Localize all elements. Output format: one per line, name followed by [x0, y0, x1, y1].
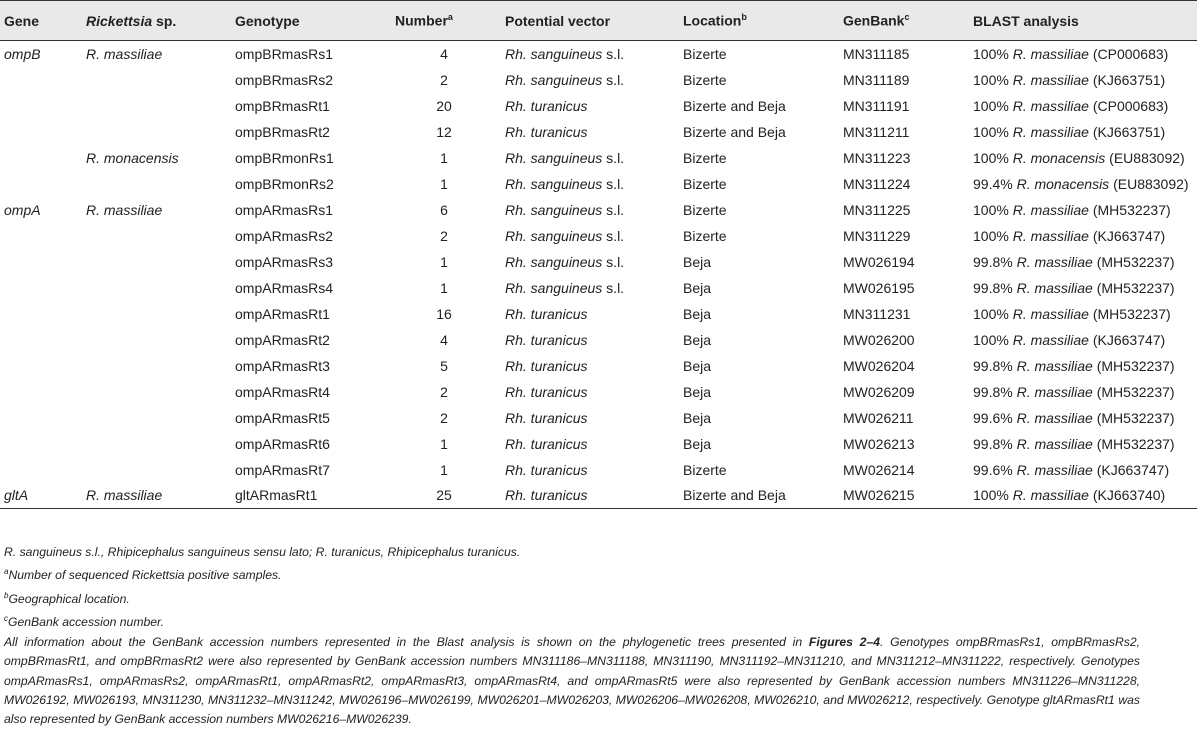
- blast-identity: 100%: [973, 71, 1013, 88]
- cell-location: Beja: [683, 357, 712, 374]
- cell-blast: [967, 353, 1197, 379]
- header-species-suffix: sp.: [152, 12, 177, 29]
- vector-suffix: s.l.: [602, 175, 625, 192]
- cell-species: [80, 431, 229, 457]
- blast-accession: (EU883092): [1105, 149, 1185, 166]
- vector-species: Rh. turanicus: [505, 97, 588, 114]
- blast-accession: (CP000683): [1088, 97, 1169, 114]
- cell-species: [80, 301, 229, 327]
- table-row: [0, 327, 1197, 353]
- cell-location: Bizerte: [683, 71, 727, 88]
- cell-species: [80, 93, 229, 119]
- cell-blast: [967, 249, 1197, 275]
- cell-blast: [967, 327, 1197, 353]
- cell-vector: [499, 379, 677, 405]
- blast-identity: 100%: [973, 331, 1013, 348]
- header-number: [389, 1, 499, 41]
- cell-species: [80, 405, 229, 431]
- cell-genotype: ompARmasRt3: [235, 357, 330, 374]
- vector-species: Rh. turanicus: [505, 123, 588, 140]
- blast-accession: (KJ663740): [1088, 487, 1166, 504]
- cell-genotype: ompARmasRt2: [235, 331, 330, 348]
- vector-suffix: s.l.: [602, 71, 625, 88]
- cell-location: Bizerte: [683, 149, 727, 166]
- cell-genbank: MN311229: [843, 227, 911, 244]
- cell-location: Beja: [683, 305, 712, 322]
- blast-identity: 99.4%: [973, 175, 1017, 192]
- blast-identity: 100%: [973, 45, 1013, 62]
- vector-species: Rh. sanguineus: [505, 45, 603, 62]
- cell-number: 4: [440, 45, 448, 62]
- table-row: [0, 41, 1197, 67]
- cell-vector: [499, 145, 677, 171]
- cell-vector: [499, 67, 677, 93]
- table-row: [0, 171, 1197, 197]
- table-row: [0, 275, 1197, 301]
- cell-vector: [499, 249, 677, 275]
- cell-location: Beja: [683, 409, 712, 426]
- footnote-abbreviations: R. sanguineus s.l., Rhipicephalus sanguineus sensu lato; R. turanicus, Rhipicephalus turanicus.: [4, 545, 521, 559]
- blast-species: R. massiliae: [1016, 253, 1093, 270]
- cell-gene: [0, 223, 80, 249]
- cell-genbank: MW026214: [843, 461, 915, 478]
- cell-vector: [499, 275, 677, 301]
- cell-number: 1: [440, 435, 448, 452]
- blast-species: R. massiliae: [1012, 97, 1089, 114]
- cell-genotype: ompARmasRs1: [235, 201, 334, 218]
- cell-genbank: MN311189: [843, 71, 910, 88]
- footnote-c-marker: c: [4, 614, 8, 624]
- blast-species: R. massiliae: [1012, 331, 1089, 348]
- cell-number: 5: [440, 357, 448, 374]
- vector-species: Rh. turanicus: [505, 357, 588, 374]
- cell-genotype: ompARmasRt1: [235, 305, 330, 322]
- cell-number: 1: [440, 253, 448, 270]
- cell-gene: [0, 145, 80, 171]
- footnote-c-text: GenBank accession number.: [8, 615, 165, 630]
- blast-identity: 100%: [973, 201, 1013, 218]
- cell-number: 1: [440, 175, 448, 192]
- blast-identity: 100%: [973, 123, 1013, 140]
- cell-vector: [499, 483, 677, 509]
- cell-genbank: MW026211: [843, 409, 914, 426]
- cell-genbank: MW026209: [843, 383, 915, 400]
- header-blast-analysis: BLAST analysis: [973, 12, 1079, 29]
- vector-species: Rh. turanicus: [505, 383, 588, 400]
- cell-location: Bizerte: [683, 227, 727, 244]
- blast-identity: 100%: [973, 149, 1013, 166]
- vector-suffix: s.l.: [602, 253, 625, 270]
- table-row: [0, 431, 1197, 457]
- cell-location: Bizerte: [683, 461, 727, 478]
- cell-number: 6: [440, 201, 448, 218]
- cell-location: Bizerte and Beja: [683, 487, 786, 504]
- cell-vector: [499, 301, 677, 327]
- cell-vector: [499, 353, 677, 379]
- cell-genbank: MW026200: [843, 331, 915, 348]
- cell-species: R. massiliae: [86, 45, 163, 62]
- blast-species: R. monacensis: [1012, 149, 1106, 166]
- cell-species: [80, 67, 229, 93]
- vector-species: Rh. turanicus: [505, 435, 588, 452]
- vector-species: Rh. sanguineus: [505, 227, 603, 244]
- cell-blast: [967, 223, 1197, 249]
- blast-identity: 100%: [973, 97, 1013, 114]
- cell-blast: [967, 93, 1197, 119]
- header-genbank-footnote-marker: c: [904, 12, 910, 23]
- header-number-footnote-marker: a: [447, 12, 453, 23]
- table-row: [0, 197, 1197, 223]
- cell-species: R. massiliae: [86, 487, 163, 504]
- cell-location: Beja: [683, 331, 712, 348]
- cell-location: Bizerte: [683, 201, 727, 218]
- cell-genbank: MN311223: [843, 149, 911, 166]
- vector-species: Rh. turanicus: [505, 487, 588, 504]
- cell-gene: [0, 275, 80, 301]
- header-genbank: [837, 1, 967, 41]
- cell-blast: [967, 145, 1197, 171]
- blast-species: R. massiliae: [1012, 201, 1089, 218]
- vector-species: Rh. sanguineus: [505, 201, 603, 218]
- cell-blast: [967, 41, 1197, 67]
- header-genbank-label: GenBank: [843, 12, 905, 29]
- cell-blast: [967, 457, 1197, 483]
- cell-genotype: ompARmasRt7: [235, 461, 330, 478]
- cell-species: [80, 223, 229, 249]
- footnote-c: [4, 609, 1140, 632]
- vector-suffix: s.l.: [602, 201, 625, 218]
- cell-genotype: ompARmasRs4: [235, 279, 334, 296]
- cell-location: Bizerte: [683, 45, 727, 62]
- blast-identity: 99.6%: [973, 409, 1017, 426]
- cell-genotype: ompBRmasRt1: [235, 97, 330, 114]
- blast-accession: (MH532237): [1092, 357, 1175, 374]
- blast-accession: (CP000683): [1088, 45, 1169, 62]
- cell-gene: [0, 379, 80, 405]
- vector-species: Rh. turanicus: [505, 331, 588, 348]
- table-row: [0, 405, 1197, 431]
- cell-location: Bizerte and Beja: [683, 97, 786, 114]
- cell-gene: [0, 93, 80, 119]
- cell-vector: [499, 171, 677, 197]
- cell-species: [80, 379, 229, 405]
- cell-genotype: ompBRmonRs2: [235, 175, 334, 192]
- cell-genotype: ompBRmasRt2: [235, 123, 330, 140]
- blast-species: R. monacensis: [1016, 175, 1110, 192]
- blast-species: R. massiliae: [1016, 383, 1093, 400]
- vector-species: Rh. sanguineus: [505, 253, 603, 270]
- header-location-footnote-marker: b: [741, 12, 747, 23]
- blast-accession: (MH532237): [1088, 305, 1171, 322]
- blast-species: R. massiliae: [1016, 461, 1093, 478]
- cell-genotype: ompARmasRt5: [235, 409, 330, 426]
- cell-number: 1: [440, 279, 448, 296]
- blast-identity: 99.8%: [973, 279, 1017, 296]
- cell-genbank: MW026213: [843, 435, 915, 452]
- blast-identity: 100%: [973, 487, 1013, 504]
- cell-vector: [499, 457, 677, 483]
- cell-genotype: ompARmasRt4: [235, 383, 330, 400]
- cell-number: 2: [440, 71, 448, 88]
- blast-species: R. massiliae: [1016, 357, 1093, 374]
- vector-suffix: s.l.: [602, 227, 625, 244]
- footnote-genbank-paragraph: [4, 633, 1140, 730]
- cell-gene: [0, 67, 80, 93]
- header-rickettsia-genus: Rickettsia: [86, 12, 153, 29]
- vector-species: Rh. sanguineus: [505, 279, 603, 296]
- cell-genbank: MN311191: [843, 97, 910, 114]
- footnote-b-marker: b: [4, 590, 9, 600]
- blast-identity: 99.8%: [973, 253, 1017, 270]
- table-footnotes: [4, 543, 1140, 730]
- cell-vector: [499, 327, 677, 353]
- cell-gene: ompA: [4, 201, 41, 218]
- vector-species: Rh. sanguineus: [505, 175, 603, 192]
- header-location: [677, 1, 837, 41]
- cell-location: Bizerte: [683, 175, 727, 192]
- vector-species: Rh. sanguineus: [505, 71, 603, 88]
- table-row: [0, 145, 1197, 171]
- cell-blast: [967, 67, 1197, 93]
- table-row: [0, 67, 1197, 93]
- blast-species: R. massiliae: [1012, 123, 1089, 140]
- header-genotype: Genotype: [235, 12, 300, 29]
- cell-vector: [499, 197, 677, 223]
- cell-number: 2: [440, 383, 448, 400]
- footnote-a-text: Number of sequenced Rickettsia positive samples.: [8, 568, 282, 583]
- table-row: [0, 93, 1197, 119]
- vector-suffix: s.l.: [602, 45, 625, 62]
- vector-suffix: s.l.: [602, 279, 625, 296]
- footnote-a: [4, 562, 1140, 585]
- cell-genbank: MW026194: [843, 253, 915, 270]
- blast-accession: (MH532237): [1092, 435, 1175, 452]
- blast-species: R. massiliae: [1016, 435, 1093, 452]
- header-location-label: Location: [683, 12, 742, 29]
- blast-accession: (KJ663747): [1088, 331, 1166, 348]
- cell-number: 2: [440, 227, 448, 244]
- cell-gene: [0, 405, 80, 431]
- cell-blast: [967, 405, 1197, 431]
- cell-genotype: ompARmasRt6: [235, 435, 330, 452]
- cell-genbank: MN311224: [843, 175, 911, 192]
- table-row: [0, 249, 1197, 275]
- cell-genotype: ompARmasRs3: [235, 253, 334, 270]
- blast-accession: (MH532237): [1092, 409, 1175, 426]
- cell-number: 25: [436, 487, 452, 504]
- header-rickettsia-species: [80, 1, 229, 41]
- cell-blast: [967, 275, 1197, 301]
- blast-species: R. massiliae: [1012, 305, 1089, 322]
- footnote-paragraph-part-2: . Genotypes ompBRmasRs1, ompBRmasRs2, ompBRmasRt1, and ompBRmasRt2 were also represented by GenBank accession numbers MN311186–MN311188, MN311190, MN311192–MN311210, and MN311212–MN311222, respectively. Genotypes ompARmasRs1, ompARmasRs2, ompARmasRt1, ompARmasRt2, ompARmasRt3, ompARmasRt4, and ompARmasRt5 were also represented by GenBank accession numbers MN311226–MN311228, MW026192, MW026193, MN311230, MN311232–MN311242, MW026196–MW026199, MW026201–MW026203, MW026206–MW026208, MW026210, and MW026212, respectively. Genotype gltARmasRt1 was also represented by GenBank accession numbers MW026216–MW026239.: [4, 634, 1140, 727]
- blast-identity: 99.8%: [973, 383, 1017, 400]
- cell-number: 1: [440, 461, 448, 478]
- cell-genotype: ompBRmasRs1: [235, 45, 334, 62]
- vector-species: Rh. sanguineus: [505, 149, 603, 166]
- blast-accession: (MH532237): [1092, 253, 1175, 270]
- table-row: [0, 483, 1197, 509]
- cell-vector: [499, 405, 677, 431]
- cell-species: [80, 327, 229, 353]
- cell-location: Beja: [683, 383, 712, 400]
- blast-identity: 100%: [973, 227, 1013, 244]
- table-row: [0, 379, 1197, 405]
- cell-species: [80, 119, 229, 145]
- cell-genotype: ompBRmasRs2: [235, 71, 334, 88]
- cell-genbank: MW026204: [843, 357, 915, 374]
- cell-gene: [0, 457, 80, 483]
- cell-vector: [499, 119, 677, 145]
- cell-number: 16: [436, 305, 452, 322]
- cell-location: Bizerte and Beja: [683, 123, 786, 140]
- blast-accession: (KJ663751): [1088, 71, 1166, 88]
- cell-species: R. massiliae: [86, 201, 163, 218]
- footnote-a-marker: a: [4, 567, 9, 577]
- blast-species: R. massiliae: [1012, 71, 1089, 88]
- cell-genbank: MN311225: [843, 201, 911, 218]
- blast-accession: (MH532237): [1088, 201, 1171, 218]
- vector-species: Rh. turanicus: [505, 461, 588, 478]
- table-row: [0, 223, 1197, 249]
- cell-species: R. monacensis: [86, 149, 179, 166]
- cell-genotype: ompARmasRs2: [235, 227, 334, 244]
- cell-gene: [0, 353, 80, 379]
- cell-species: [80, 353, 229, 379]
- table-row: [0, 301, 1197, 327]
- header-potential-vector: Potential vector: [505, 12, 611, 29]
- footnote-b-text: Geographical location.: [8, 591, 130, 606]
- blast-species: R. massiliae: [1016, 279, 1093, 296]
- blast-accession: (KJ663747): [1092, 461, 1170, 478]
- blast-identity: 99.8%: [973, 435, 1017, 452]
- cell-genbank: MN311231: [843, 305, 911, 322]
- cell-blast: [967, 379, 1197, 405]
- table-row: [0, 119, 1197, 145]
- blast-identity: 99.8%: [973, 357, 1017, 374]
- table-row: [0, 457, 1197, 483]
- cell-species: [80, 249, 229, 275]
- blast-accession: (MH532237): [1092, 383, 1175, 400]
- table-body: [0, 41, 1197, 509]
- cell-genbank: MW026215: [843, 487, 915, 504]
- table-header: [0, 1, 1197, 41]
- cell-blast: [967, 301, 1197, 327]
- cell-location: Beja: [683, 253, 712, 270]
- cell-gene: [0, 301, 80, 327]
- vector-species: Rh. turanicus: [505, 305, 588, 322]
- cell-gene: [0, 171, 80, 197]
- cell-blast: [967, 197, 1197, 223]
- footnote-paragraph-part-1: All information about the GenBank accession numbers represented in the Blast analysis is shown on the phylogenetic trees presented in: [4, 634, 809, 649]
- cell-number: 1: [440, 149, 448, 166]
- cell-number: 4: [440, 331, 448, 348]
- header-number-label: Number: [395, 12, 448, 29]
- blast-accession: (EU883092): [1109, 175, 1189, 192]
- table-row: [0, 353, 1197, 379]
- header-row: [0, 1, 1197, 41]
- blast-species: R. massiliae: [1012, 227, 1089, 244]
- cell-gene: [0, 119, 80, 145]
- blast-accession: (MH532237): [1092, 279, 1175, 296]
- blast-species: R. massiliae: [1012, 487, 1089, 504]
- blast-species: R. massiliae: [1012, 45, 1089, 62]
- blast-identity: 100%: [973, 305, 1013, 322]
- cell-species: [80, 171, 229, 197]
- cell-gene: gltA: [4, 487, 29, 504]
- vector-species: Rh. turanicus: [505, 409, 588, 426]
- cell-gene: ompB: [4, 45, 41, 62]
- cell-gene: [0, 327, 80, 353]
- cell-genotype: gltARmasRt1: [235, 487, 318, 504]
- cell-species: [80, 275, 229, 301]
- blast-accession: (KJ663747): [1088, 227, 1166, 244]
- cell-vector: [499, 431, 677, 457]
- cell-number: 12: [436, 123, 452, 140]
- blast-accession: (KJ663751): [1088, 123, 1166, 140]
- vector-suffix: s.l.: [602, 149, 625, 166]
- cell-genotype: ompBRmonRs1: [235, 149, 334, 166]
- cell-location: Beja: [683, 435, 712, 452]
- cell-genbank: MN311185: [843, 45, 910, 62]
- cell-vector: [499, 41, 677, 67]
- cell-gene: [0, 431, 80, 457]
- cell-genbank: MN311211: [843, 123, 910, 140]
- cell-gene: [0, 249, 80, 275]
- cell-blast: [967, 171, 1197, 197]
- cell-blast: [967, 119, 1197, 145]
- cell-vector: [499, 93, 677, 119]
- cell-vector: [499, 223, 677, 249]
- footnote-b: [4, 586, 1140, 609]
- cell-genbank: MW026195: [843, 279, 915, 296]
- blast-identity: 99.6%: [973, 461, 1017, 478]
- cell-number: 2: [440, 409, 448, 426]
- cell-blast: [967, 431, 1197, 457]
- cell-location: Beja: [683, 279, 712, 296]
- blast-species: R. massiliae: [1016, 409, 1093, 426]
- cell-blast: [967, 483, 1197, 509]
- cell-number: 20: [436, 97, 452, 114]
- cell-species: [80, 457, 229, 483]
- header-gene: Gene: [4, 12, 40, 29]
- figures-reference-link[interactable]: Figures 2–4: [808, 634, 880, 649]
